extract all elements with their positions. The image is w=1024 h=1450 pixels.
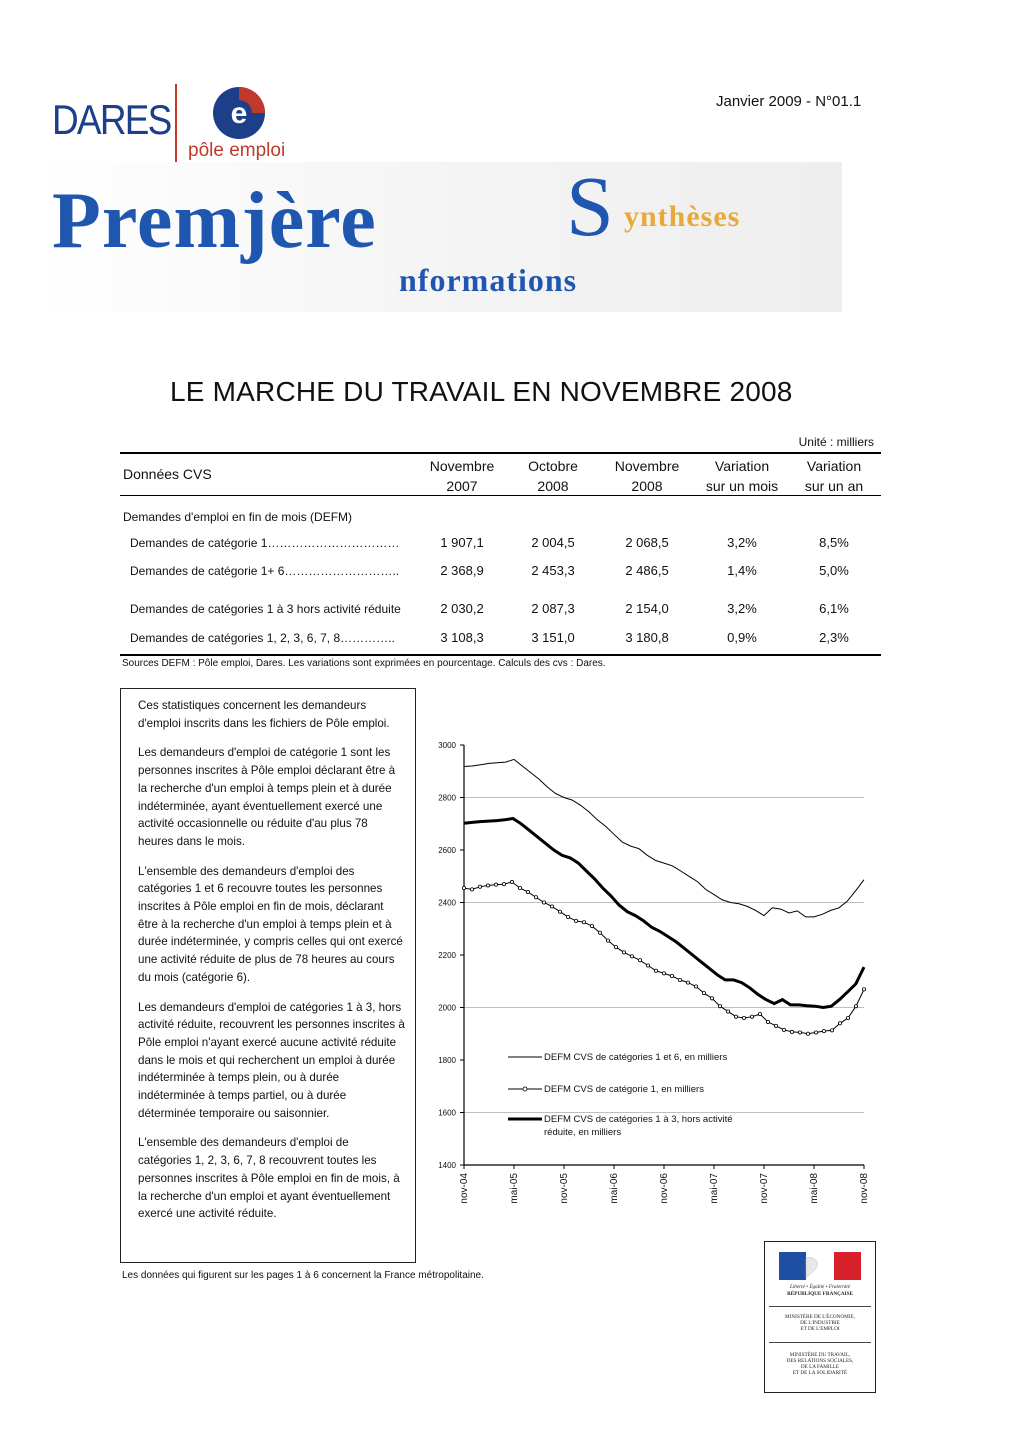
data-point (606, 939, 609, 942)
data-point (798, 1031, 801, 1034)
data-point (478, 885, 481, 888)
column-header: Novembre 2007 (429, 458, 495, 494)
x-tick-label: nov-06 (659, 1173, 670, 1204)
x-tick-label: nov-04 (459, 1173, 470, 1204)
legend-label: DEFM CVS de catégorie 1, en milliers (544, 1084, 704, 1095)
defm-line-chart (420, 735, 880, 1225)
table-header-label: Données CVS (123, 466, 212, 482)
data-point (790, 1030, 793, 1033)
data-point (830, 1029, 833, 1032)
y-tick-label: 1400 (438, 1161, 456, 1170)
y-tick-label: 2800 (438, 793, 456, 803)
table-cell: 3,2% (727, 535, 757, 550)
data-point (566, 915, 569, 918)
table-cell: 3,2% (727, 601, 757, 616)
definition-paragraph: Les demandeurs d'emploi de catégories 1 à 3, hors activité réduite, recouvrent les personnes inscrites à Pôle emploi n'ayant exercé aucune activité réduite dans le mois et qui recherchent un emploi à durée indéterminée à temps plein, ou à durée indéterminée à temps partiel, ou à durée déterminée temporaire ou saisonnier. (138, 1000, 405, 1120)
ministry-logo-block (764, 1241, 876, 1393)
rf-motto: Liberté • Égalité • Fraternité (789, 1284, 851, 1290)
data-point (710, 997, 713, 1000)
x-tick-label: nov-07 (759, 1173, 770, 1204)
data-point (574, 919, 577, 922)
data-point (718, 1005, 721, 1008)
definitions-box (120, 688, 416, 1263)
table-cell: 2 486,5 (625, 563, 669, 578)
data-point (854, 1005, 857, 1008)
marianne-flag-icon (779, 1252, 861, 1280)
row-label: Demandes de catégories 1, 2, 3, 6, 7, 8………….. (130, 631, 395, 645)
y-tick-label: 1800 (438, 1056, 456, 1065)
table-cell: 3 180,8 (625, 630, 669, 645)
data-point (462, 886, 465, 889)
legend-label: DEFM CVS de catégories 1 à 3, hors activité (544, 1114, 733, 1125)
banner-s: S (566, 158, 614, 254)
ministry-economy-line: ET DE L'EMPLOI (800, 1326, 840, 1332)
data-point (758, 1012, 761, 1015)
pole-emploi-wordmark: pôle emploi (188, 140, 286, 161)
data-point (614, 946, 617, 949)
definition-paragraph: Les demandeurs d'emploi de catégorie 1 sont les personnes inscrites à Pôle emploi déclarant être à la recherche d'un emploi à temps plein et à durée indéterminée, ayant éventuellement exercé une activité occasionnelle ou réduite d'au plus 78 heures dans le mois. (138, 746, 396, 848)
table-cell: 3 151,0 (531, 630, 575, 645)
table-cell: 3 108,3 (440, 630, 484, 645)
data-point (638, 959, 641, 962)
data-point (862, 988, 865, 991)
ministry-labour-line: ET DE LA SOLIDARITÉ (792, 1370, 848, 1376)
table-cell: 0,9% (727, 630, 757, 645)
table-cell: 2,3% (819, 630, 849, 645)
column-header: Novembre 2008 (614, 458, 680, 494)
row-label: Demandes de catégorie 1+ 6……………………….. (130, 564, 400, 578)
table-cell: 2 030,2 (440, 601, 484, 616)
data-point (510, 880, 513, 883)
column-header: Octobre 2008 (528, 458, 578, 494)
table-cell: 2 368,9 (440, 563, 484, 578)
table-cell: 6,1% (819, 601, 849, 616)
column-header: Variation sur un an (804, 458, 864, 494)
y-tick-label: 2200 (438, 951, 456, 960)
data-point (558, 910, 561, 913)
page-title: LE MARCHE DU TRAVAIL EN NOVEMBRE 2008 (170, 376, 793, 407)
definition-paragraph: L'ensemble des demandeurs d'emploi des catégories 1 et 6 recouvre toutes les personnes inscrites à Pôle emploi en fin de mois, déclarant être à la recherche d'un emploi à temps plein et à durée indéterminée, y compris celles qui ont exercé une activité réduite de plus de 78 heures au cours du mois (catégorie 6). (138, 864, 403, 984)
ministry-economy-line: MINISTÈRE DE L'ÉCONOMIE, (785, 1314, 855, 1320)
rf-republique: RÉPUBLIQUE FRANÇAISE (787, 1291, 853, 1297)
ministry-economy-line: DE L'INDUSTRIE (800, 1320, 840, 1326)
data-point (694, 985, 697, 988)
banner-syntheses: ynthèses (624, 200, 741, 233)
x-tick-label: nov-08 (859, 1173, 870, 1204)
data-point (742, 1016, 745, 1019)
table-header (120, 454, 881, 496)
data-point (838, 1022, 841, 1025)
legend-label: DEFM CVS de catégories 1 et 6, en milliers (544, 1052, 728, 1063)
table-cell: 2 453,3 (531, 563, 575, 578)
data-point (622, 951, 625, 954)
data-point (518, 886, 521, 889)
data-point (774, 1024, 777, 1027)
table-source-note: Sources DEFM : Pôle emploi, Dares. Les variations sont exprimées en pourcentage. Calculs des cvs : Dares. (122, 658, 606, 669)
publication-banner (34, 158, 842, 312)
y-tick-label: 2400 (438, 898, 456, 908)
data-point (678, 978, 681, 981)
data-point (646, 964, 649, 967)
banner-informations: nformations (399, 262, 578, 298)
ministry-labour-line: DE LA FAMILLE (800, 1364, 840, 1370)
data-point (630, 955, 633, 958)
table-cell: 2 004,5 (531, 535, 575, 550)
pole-logo-letter: e (230, 97, 248, 130)
row-label: Demandes de catégorie 1…………………………… (130, 536, 400, 550)
chart-canvas (420, 735, 880, 1225)
data-point (670, 974, 673, 977)
unit-label: Unité : milliers (798, 435, 874, 449)
issue-number: Janvier 2009 - N°01.1 (716, 93, 862, 110)
dares-logo: DARES (52, 96, 171, 143)
definition-paragraph: Ces statistiques concernent les demandeurs d'emploi inscrits dans les fichiers de Pôle emploi. (138, 699, 390, 730)
legend-marker (523, 1087, 527, 1091)
data-point (702, 991, 705, 994)
data-point (806, 1032, 809, 1035)
data-point (750, 1015, 753, 1018)
x-tick-label: mai-05 (509, 1173, 520, 1204)
data-point (590, 925, 593, 928)
series-line (464, 819, 864, 1008)
y-tick-label: 2000 (438, 1003, 456, 1013)
definition-paragraph: L'ensemble des demandeurs d'emploi de catégories 1, 2, 3, 6, 7, 8 recouvrent toutes les personnes inscrites à Pôle emploi en fin de mois, à la recherche d'un emploi et ayant éventuellement exercé une activité réduite. (138, 1136, 400, 1221)
table-section-label: Demandes d'emploi en fin de mois (DEFM) (123, 510, 353, 524)
table-cell: 1 907,1 (440, 535, 484, 550)
x-tick-label: mai-08 (809, 1173, 820, 1204)
footnote: Les données qui figurent sur les pages 1 à 6 concernent la France métropolitaine. (122, 1270, 484, 1281)
data-point (846, 1016, 849, 1019)
x-tick-label: mai-06 (609, 1173, 620, 1204)
data-point (582, 921, 585, 924)
data-point (686, 981, 689, 984)
data-point (470, 888, 473, 891)
data-point (526, 890, 529, 893)
rf-divider (769, 1306, 871, 1307)
table-cell: 5,0% (819, 563, 849, 578)
data-point (502, 883, 505, 886)
data-point (782, 1028, 785, 1031)
data-point (766, 1020, 769, 1023)
legend-label: réduite, en milliers (544, 1127, 622, 1138)
data-point (598, 931, 601, 934)
ministry-labour-line: DES RELATIONS SOCIALES, (786, 1358, 854, 1364)
data-point (542, 901, 545, 904)
table-cell: 8,5% (819, 535, 849, 550)
column-header: Variation sur un mois (705, 458, 779, 494)
rf-divider (769, 1342, 871, 1343)
table-cell: 2 068,5 (625, 535, 669, 550)
table-cell: 2 154,0 (625, 601, 669, 616)
x-tick-label: mai-07 (709, 1173, 720, 1204)
y-tick-label: 3000 (438, 741, 456, 750)
series-line (464, 882, 864, 1034)
data-point (654, 969, 657, 972)
table-cell: 2 087,3 (531, 601, 575, 616)
data-point (494, 883, 497, 886)
statistics-table (120, 452, 881, 656)
y-tick-label: 2600 (438, 846, 456, 855)
data-point (550, 905, 553, 908)
data-point (814, 1031, 817, 1034)
ministry-labour-line: MINISTÈRE DU TRAVAIL, (789, 1352, 851, 1358)
y-tick-label: 1600 (438, 1108, 456, 1118)
pole-emploi-logo-icon (212, 86, 266, 140)
row-label: Demandes de catégories 1 à 3 hors activité réduite (130, 602, 401, 616)
table-body (120, 496, 881, 654)
banner-premieres: Premjère (52, 177, 377, 265)
data-point (486, 884, 489, 887)
x-tick-label: nov-05 (559, 1173, 570, 1204)
data-point (534, 896, 537, 899)
data-point (822, 1030, 825, 1033)
logo-separator (175, 84, 177, 162)
table-cell: 1,4% (727, 563, 757, 578)
series-line (464, 759, 864, 917)
data-point (734, 1015, 737, 1018)
data-point (726, 1010, 729, 1013)
data-point (662, 972, 665, 975)
